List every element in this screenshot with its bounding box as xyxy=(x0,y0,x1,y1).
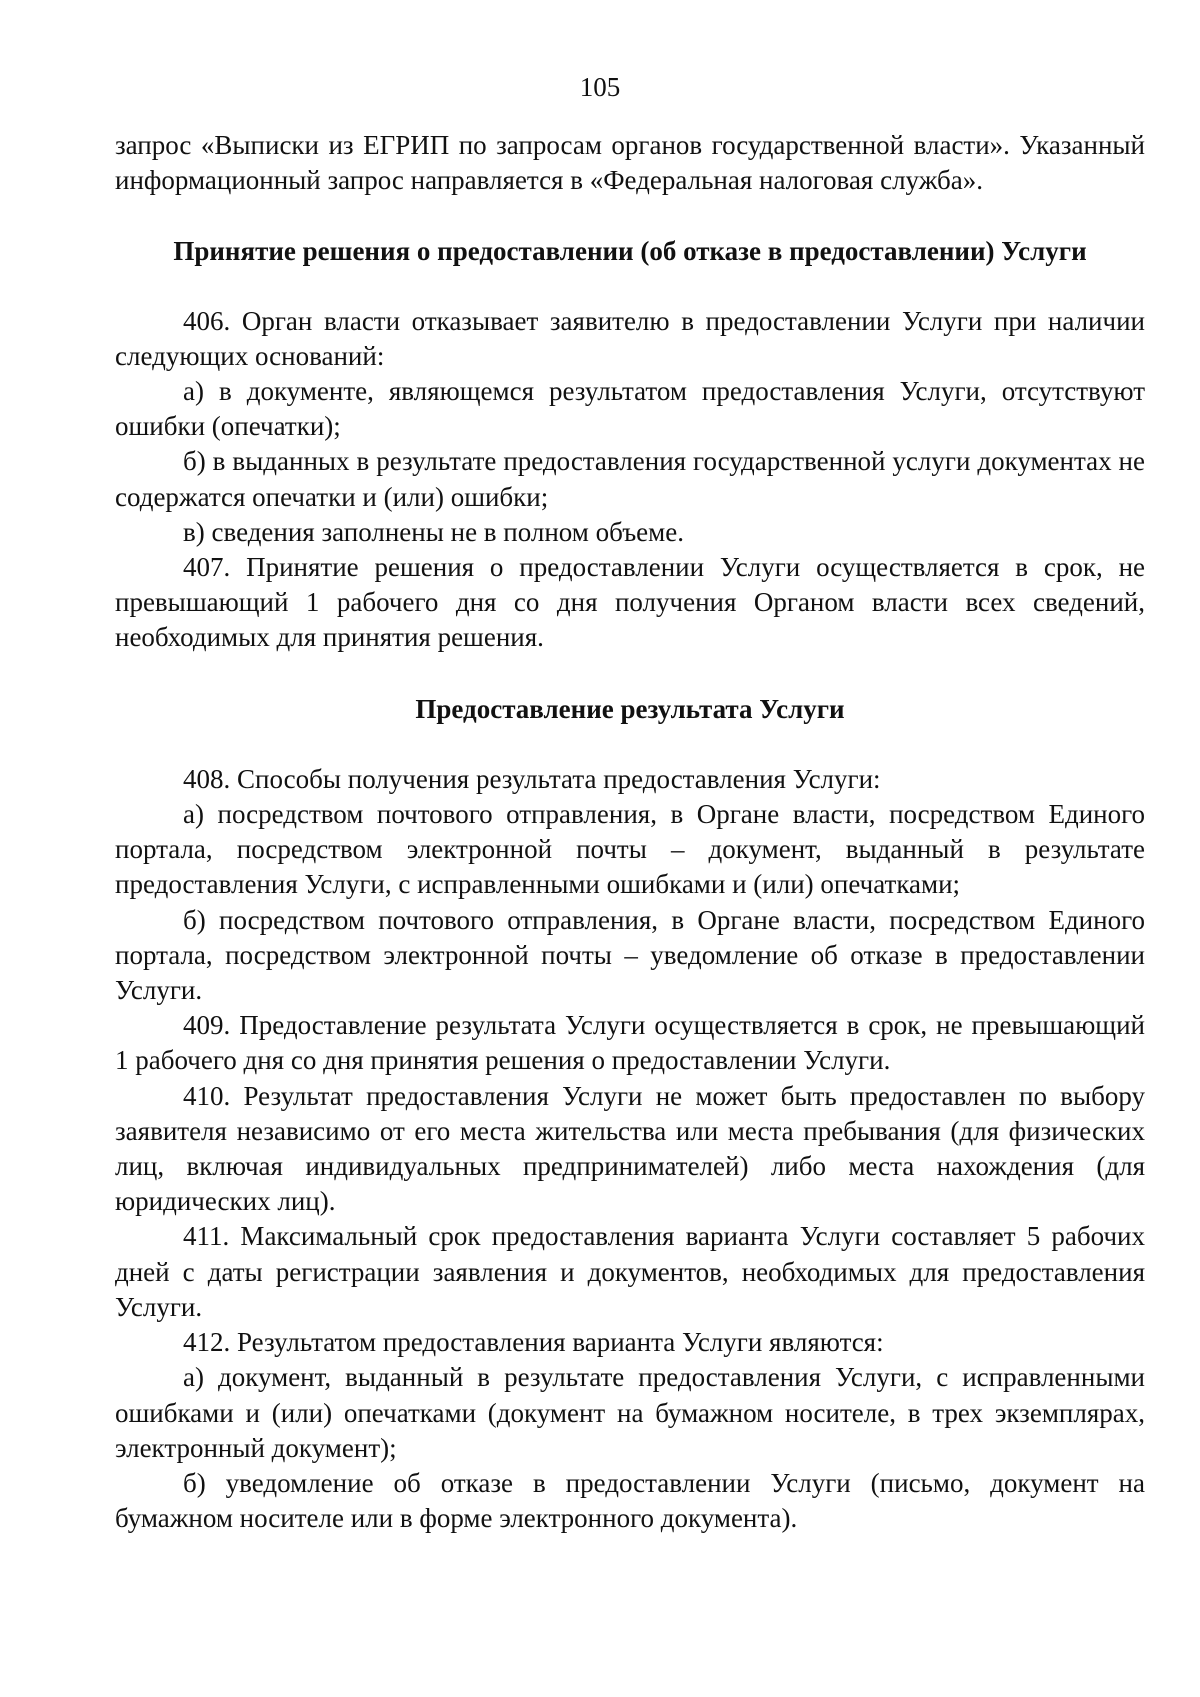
list-item-408-a: а) посредством почтового отправления, в Органе власти, посредством Единого портала, посредством электронной почты – документ, выданный в результате предоставления Услуги, с исправленными ошибками и (или) опечатками; xyxy=(115,799,1145,900)
paragraph-410: 410. Результат предоставления Услуги не может быть предоставлен по выбору заявителя независимо от его места жительства или места пребывания (для физических лиц, включая индивидуальных предпринимателей) либо места нахождения (для юридических лиц). xyxy=(115,1080,1145,1217)
list-item-406-v: в) сведения заполнены не в полном объеме. xyxy=(183,516,684,547)
page-number: 105 xyxy=(579,72,621,102)
list-item-406-a: а) в документе, являющемся результатом предоставления Услуги, отсутствуют ошибки (опечатки); xyxy=(115,376,1145,442)
paragraph-409: 409. Предоставление результата Услуги осуществляется в срок, не превышающий 1 рабочего дня со дня принятия решения о предоставлении Услуги. xyxy=(115,1010,1145,1076)
paragraph-412: 412. Результатом предоставления варианта Услуги являются: xyxy=(183,1327,884,1358)
list-item-408-b: б) посредством почтового отправления, в Органе власти, посредством Единого портала, посредством электронной почты – уведомление об отказе в предоставлении Услуги. xyxy=(115,904,1145,1006)
paragraph-407: 407. Принятие решения о предоставлении Услуги осуществляется в срок, не превышающий 1 рабочего дня со дня получения Органом власти всех сведений, необходимых для принятия решения. xyxy=(115,552,1145,653)
section-heading-decision: Принятие решения о предоставлении (об отказе в предоставлении) Услуги xyxy=(173,236,1087,267)
section-decision-body xyxy=(115,304,1145,656)
paragraph-411: 411. Максимальный срок предоставления варианта Услуги составляет 5 рабочих дней с даты регистрации заявления и документов, необходимых для предоставления Услуги. xyxy=(115,1221,1145,1322)
section-heading-result: Предоставление результата Услуги xyxy=(415,693,845,724)
document-body xyxy=(115,128,1145,1536)
list-item-412-b: б) уведомление об отказе в предоставлении Услуги (письмо, документ на бумажном носителе или в форме электронного документа). xyxy=(115,1467,1145,1534)
list-item-406-b: б) в выданных в результате предоставления государственной услуги документах не содержатся опечатки и (или) ошибки; xyxy=(115,446,1145,512)
list-item-412-a: а) документ, выданный в результате предоставления Услуги, с исправленными ошибками и (или) опечатками (документ на бумажном носителе, в трех экземплярах, электронный документ); xyxy=(115,1362,1145,1463)
section-result-body xyxy=(115,762,1145,1536)
paragraph-406: 406. Орган власти отказывает заявителю в предоставлении Услуги при наличии следующих оснований: xyxy=(115,305,1145,371)
paragraph-408: 408. Способы получения результата предоставления Услуги: xyxy=(183,763,881,794)
intro-paragraph: запрос «Выписки из ЕГРИП по запросам органов государственной власти». Указанный информационный запрос направляется в «Федеральная налоговая служба». xyxy=(115,130,1145,196)
